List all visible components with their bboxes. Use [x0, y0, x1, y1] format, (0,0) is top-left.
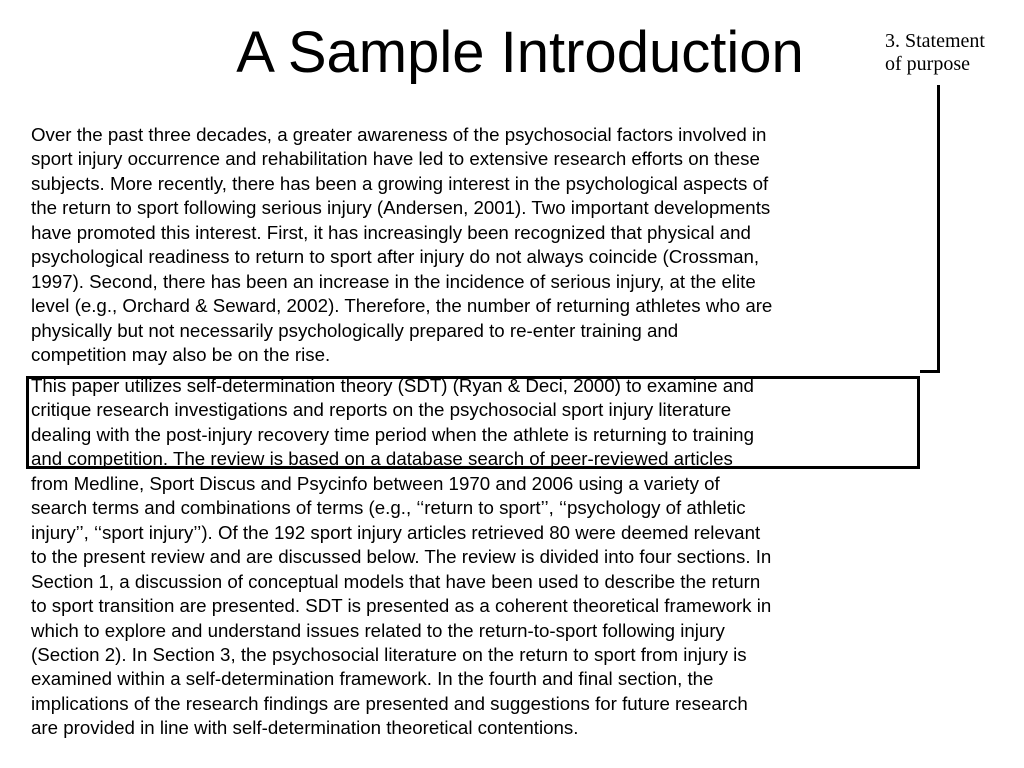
text-line: critique research investigations and reports on the psychosocial sport injury literature — [31, 399, 732, 421]
text-line: which to explore and understand issues related to the return-to-sport following injury — [31, 619, 725, 641]
text-line: to sport transition are presented. SDT is presented as a coherent theoretical framework in — [31, 595, 772, 617]
text-line: 1997). Second, there has been an increase in the incidence of serious injury, at the elite — [31, 270, 756, 292]
text-line: injury’’, ‘‘sport injury’’). Of the 192 sport injury articles retrieved 80 were deemed relevant — [31, 521, 761, 543]
text-line: to the present review and are discussed below. The review is divided into four sections. In — [31, 546, 772, 568]
text-line: examined within a self-determination framework. In the fourth and final section, the — [31, 668, 714, 690]
text-line: competition may also be on the rise. — [31, 344, 331, 366]
text-line: This paper utilizes self-determination theory (SDT) (Ryan & Deci, 2000) to examine and — [31, 375, 754, 396]
text-line: Over the past three decades, a greater awareness of the psychosocial factors involved in — [31, 124, 767, 145]
annotation-label — [885, 30, 1024, 76]
text-line: are provided in line with self-determination theoretical contentions. — [31, 717, 579, 739]
annotation-connector-tick — [920, 370, 940, 373]
text-line: (Section 2). In Section 3, the psychosocial literature on the return to sport from injury is — [31, 643, 747, 665]
text-line: physically but not necessarily psychologically prepared to re-enter training and — [31, 319, 679, 341]
text-line: sport injury occurrence and rehabilitation have led to extensive research efforts on these — [31, 148, 760, 170]
text-line: search terms and combinations of terms (e.g., ‘‘return to sport’’, ‘‘psychology of athletic — [31, 497, 746, 519]
text-line: from Medline, Sport Discus and Psycinfo between 1970 and 2006 using a variety of — [31, 472, 720, 494]
text-line: level (e.g., Orchard & Seward, 2002). Therefore, the number of returning athletes who are — [31, 295, 773, 317]
text-line: Section 1, a discussion of conceptual models that have been used to describe the return — [31, 570, 761, 592]
text-line: dealing with the post-injury recovery time period when the athlete is returning to training — [31, 423, 754, 445]
text-line: and competition. The review is based on a database search of peer-reviewed articles — [31, 448, 733, 470]
annotation-line: of purpose — [885, 53, 970, 75]
paragraph-background — [31, 123, 941, 368]
text-line: have promoted this interest. First, it has increasingly been recognized that physical and — [31, 221, 751, 243]
text-line: subjects. More recently, there has been a growing interest in the psychological aspects of — [31, 172, 769, 194]
text-line: psychological readiness to return to sport after injury do not always coincide (Crossman, — [31, 246, 760, 268]
slide-title: A Sample Introduction — [236, 20, 804, 85]
annotation-line: 3. Statement — [885, 30, 985, 52]
purpose-statement-highlight-box — [26, 376, 920, 469]
text-line: implications of the research findings are presented and suggestions for future research — [31, 692, 748, 714]
text-line: the return to sport following serious injury (Andersen, 2001). Two important developments — [31, 197, 771, 219]
